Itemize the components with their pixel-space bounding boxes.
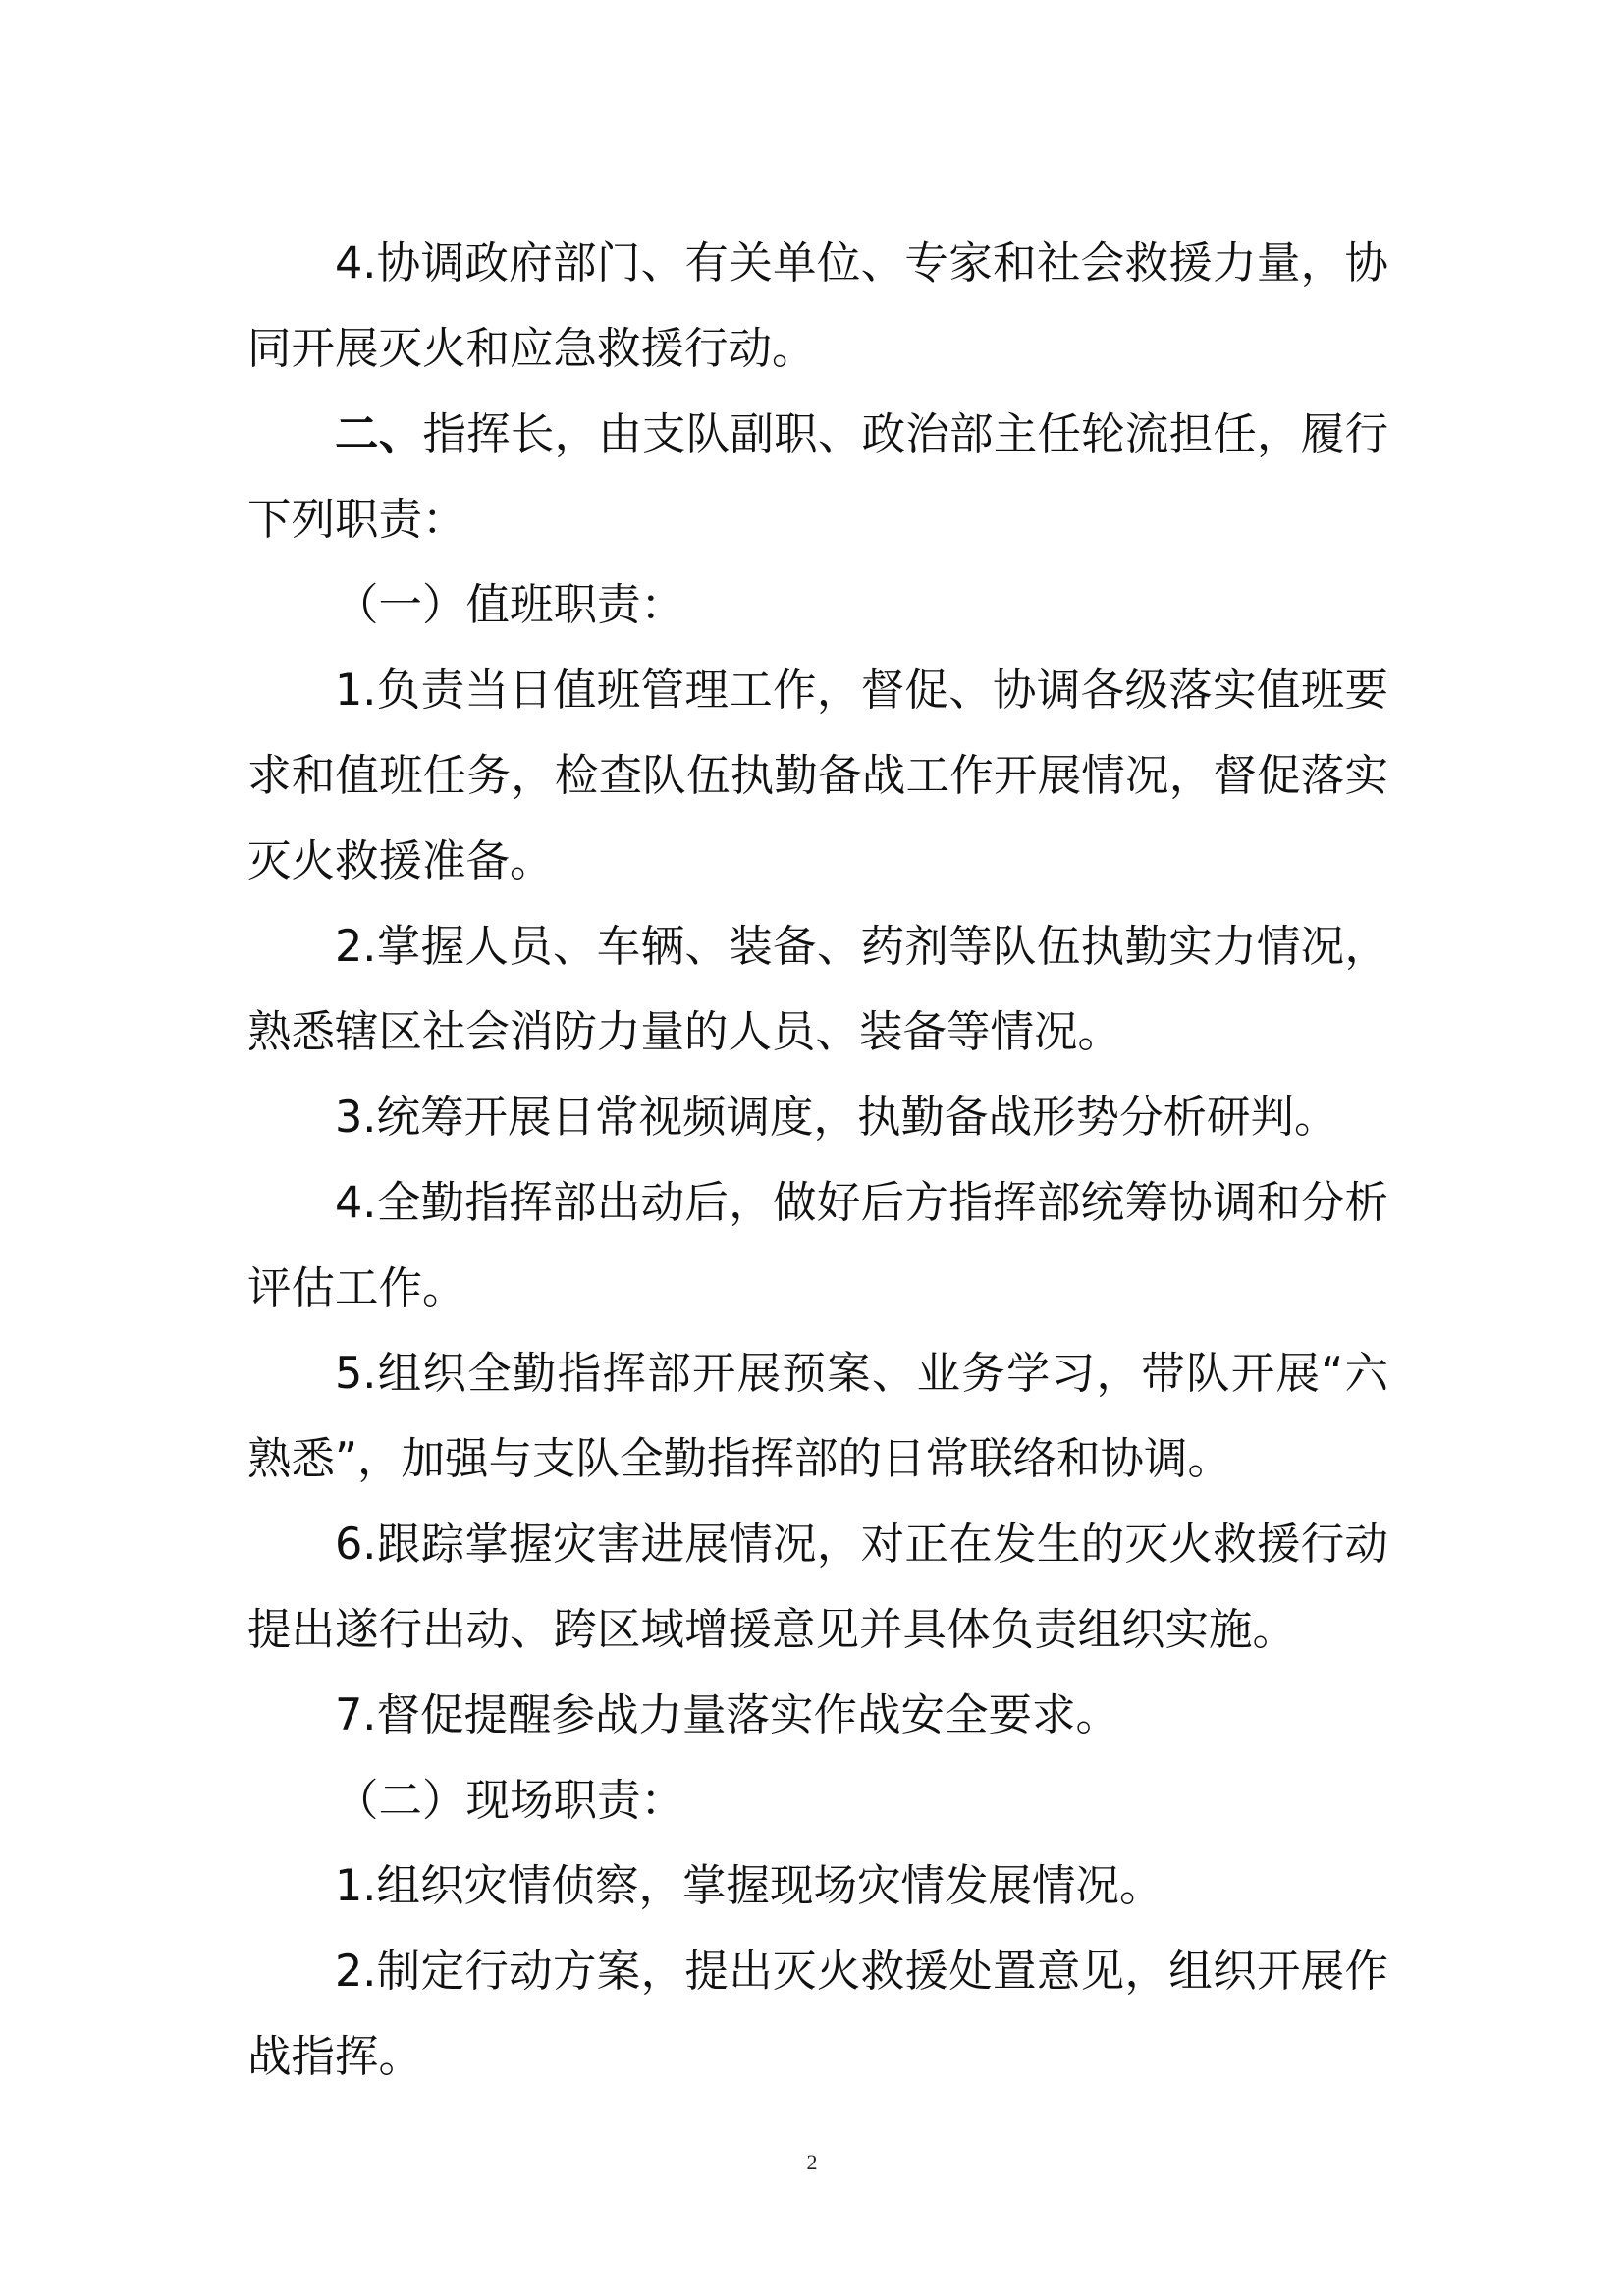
- paragraph-commander-duties-heading: [247, 392, 1388, 562]
- paragraph-coordinate-forces: 4.协调政府部门、有关单位、专家和社会救援力量，协同开展灭火和应急救援行动。: [247, 239, 1388, 374]
- page-number: 2: [806, 2150, 818, 2174]
- paragraph-onsite-item-2: 2.制定行动方案，提出灭火救援处置意见，组织开展作战指挥。: [247, 1947, 1388, 2082]
- paragraph-duty-item-5: 5.组织全勤指挥部开展预案、业务学习，带队开展“六熟悉”，加强与支队全勤指挥部的日常联络和协调。: [247, 1349, 1388, 1484]
- paragraph-duty-item-4: 4.全勤指挥部出动后，做好后方指挥部统筹协调和分析评估工作。: [247, 1178, 1388, 1313]
- paragraph-duty-item-2: 2.掌握人员、车辆、装备、药剂等队伍执勤实力情况，熟悉辖区社会消防力量的人员、装备等情况。: [247, 922, 1388, 1057]
- paragraph-duty-item-7: 7.督促提醒参战力量落实作战安全要求。: [335, 1690, 1119, 1740]
- subheading-duty-responsibilities: （一）值班职责：: [335, 580, 685, 630]
- paragraph-duty-item-3: 3.统筹开展日常视频调度，执勤备战形势分析研判。: [335, 1093, 1338, 1143]
- subheading-onsite-responsibilities: （二）现场职责：: [335, 1776, 685, 1826]
- section-heading-text: 指挥长，由支队副职、政治部主任轮流担任，履行下列职责：: [247, 409, 1388, 545]
- document-body: [247, 221, 1388, 2100]
- paragraph-duty-item-6: 6.跟踪掌握灾害进展情况，对正在发生的灭火救援行动提出遂行出动、跨区域增援意见并具体负责组织实施。: [247, 1520, 1388, 1655]
- section-number: 二、: [335, 409, 423, 459]
- paragraph-duty-item-1: 1.负责当日值班管理工作，督促、协调各级落实值班要求和值班任务，检查队伍执勤备战工作开展情况，督促落实灭火救援准备。: [247, 666, 1388, 886]
- paragraph-onsite-item-1: 1.组织灾情侦察，掌握现场灾情发展情况。: [335, 1861, 1164, 1911]
